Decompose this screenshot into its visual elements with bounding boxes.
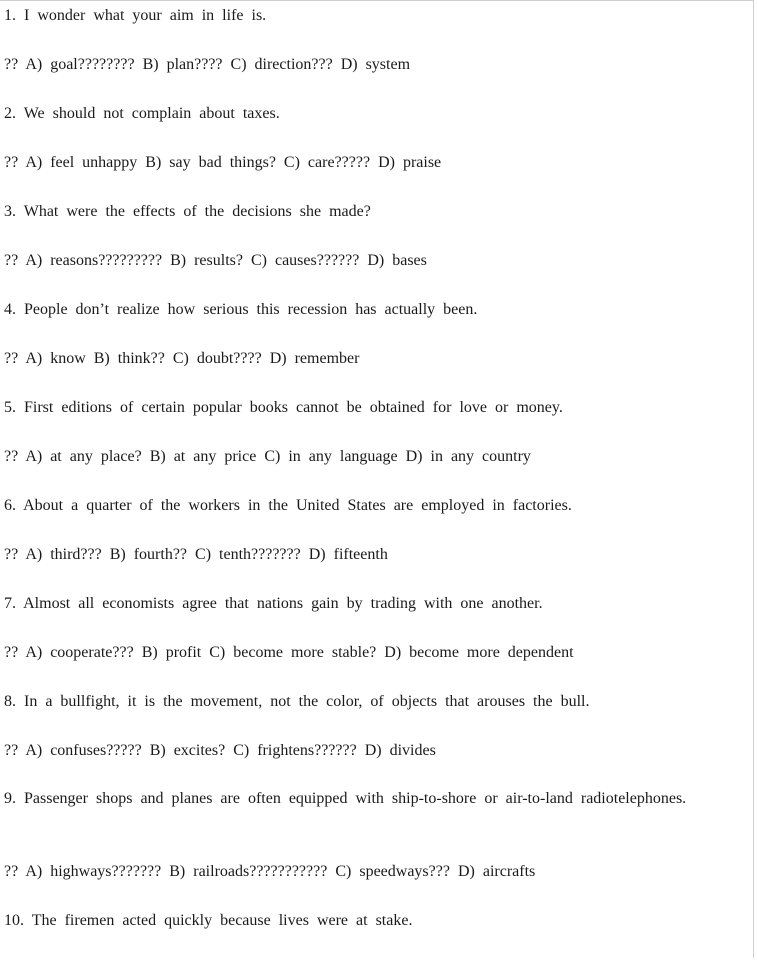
question-sentence [4, 104, 751, 153]
question-number: 3. [4, 203, 16, 220]
question-number: 7. [4, 595, 16, 612]
question-number: 10. [4, 912, 24, 929]
answer-options: ?? A) confuses????? B) excites? C) frightens?????? D) divides [4, 742, 436, 759]
sentence-text: Almost all economists agree that nations gain by trading with one another. [23, 595, 543, 612]
sentence-text: People don’t realize how serious this recession has actually been. [24, 301, 478, 318]
question-sentence [4, 398, 751, 447]
sentence-text: About a quarter of the workers in the United States are employed in factories. [23, 497, 572, 514]
question-sentence [4, 911, 751, 958]
sentence-text: The firemen acted quickly because lives were at stake. [31, 912, 413, 929]
question-number: 1. [4, 7, 16, 24]
answer-options: ?? A) know B) think?? C) doubt???? D) remember [4, 350, 360, 367]
sentence-text: What were the effects of the decisions she made? [23, 203, 371, 220]
question-sentence [4, 300, 751, 349]
question-sentence [4, 594, 751, 643]
question-number: 9. [4, 790, 16, 807]
sentence-text: First editions of certain popular books cannot be obtained for love or money. [24, 399, 563, 416]
question-sentence [4, 692, 751, 741]
question-number: 5. [4, 399, 16, 416]
answer-options: ?? A) third??? B) fourth?? C) tenth??????? D) fifteenth [4, 546, 388, 563]
answer-options: ?? A) highways??????? B) railroads??????????? C) speedways??? D) aircrafts [4, 863, 536, 880]
question-number: 8. [4, 693, 16, 710]
question-list [4, 6, 751, 958]
sentence-text: We should not complain about taxes. [23, 105, 280, 122]
sentence-text: Passenger shops and planes are often equipped with ship-to-shore or air-to-land radiotelephones. [24, 790, 687, 807]
answer-options: ?? A) goal???????? B) plan???? C) direction??? D) system [4, 56, 411, 73]
answer-options: ?? A) feel unhappy B) say bad things? C) care????? D) praise [4, 154, 442, 171]
question-sentence [4, 785, 751, 862]
question-number: 2. [4, 105, 16, 122]
sentence-text: In a bullfight, it is the movement, not the color, of objects that arouses the bull. [24, 693, 590, 710]
question-sentence [4, 496, 751, 545]
question-sentence [4, 202, 751, 251]
question-number: 6. [4, 497, 16, 514]
question-sentence [4, 6, 751, 55]
answer-options: ?? A) at any place? B) at any price C) in any language D) in any country [4, 448, 531, 465]
sentence-text: I wonder what your aim in life is. [24, 7, 267, 24]
answer-options: ?? A) reasons????????? B) results? C) causes?????? D) bases [4, 252, 427, 269]
question-number: 4. [4, 301, 16, 318]
answer-options: ?? A) cooperate??? B) profit C) become more stable? D) become more dependent [4, 644, 574, 661]
